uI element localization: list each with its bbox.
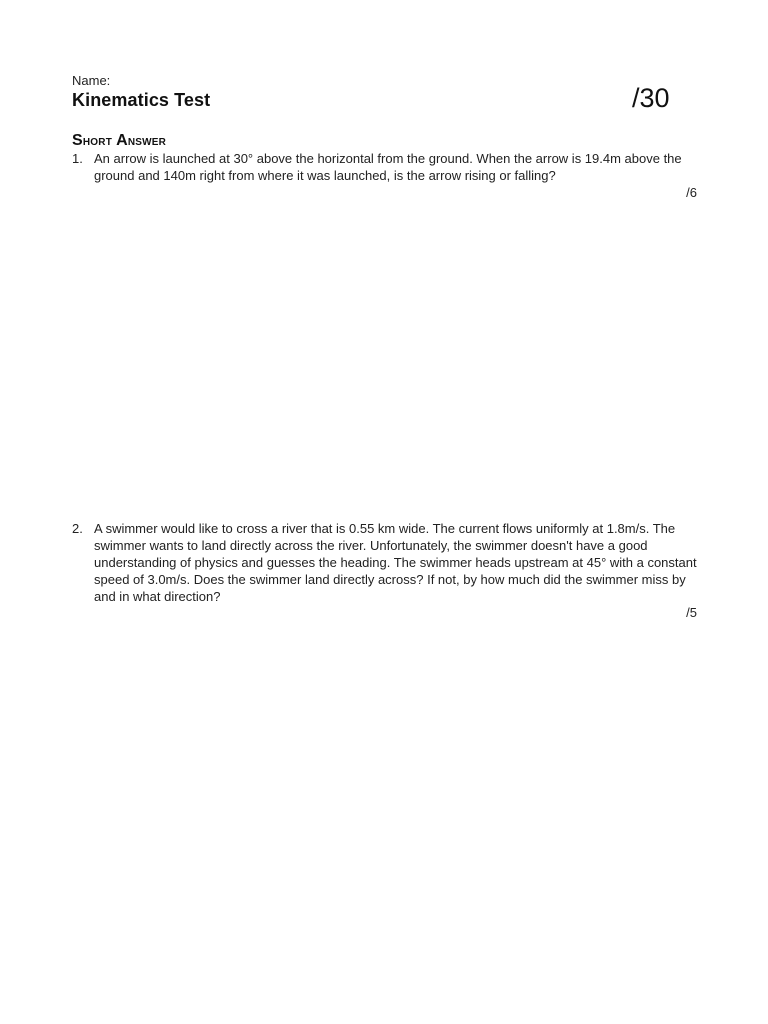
name-label: Name: [72, 73, 111, 88]
section-title-part-1: hort [82, 132, 117, 148]
question-number: 1. [72, 151, 83, 166]
section-title-part-2: nswer [127, 132, 167, 148]
question-text: A swimmer would like to cross a river that is 0.55 km wide. The current flows uniformly at 1.8m/s. The swimmer wants to land directly across the river. Unfortunately, the swimmer doesn't have a good understanding of physics and guesses the heading. The swimmer heads upstream at 45° with a constant speed of 3.0m/s. Does the swimmer land directly across? If not, by how much did the swimmer miss by and in what direction? [94, 521, 697, 604]
question-1-marks: /6 [686, 185, 697, 200]
section-title-initial-2: A [116, 132, 128, 149]
question-number: 2. [72, 521, 83, 536]
section-title-initial-1: S [72, 132, 83, 149]
total-marks: /30 [632, 83, 670, 113]
question-text: An arrow is launched at 30° above the horizontal from the ground. When the arrow is 19.4m above the ground and 140m right from where it was launched, is the arrow rising or falling? [94, 151, 682, 183]
question-1 [72, 150, 702, 184]
section-title [72, 132, 166, 150]
question-2-marks: /5 [686, 605, 697, 620]
page-title: Kinematics Test [72, 90, 211, 110]
question-2 [72, 520, 702, 605]
